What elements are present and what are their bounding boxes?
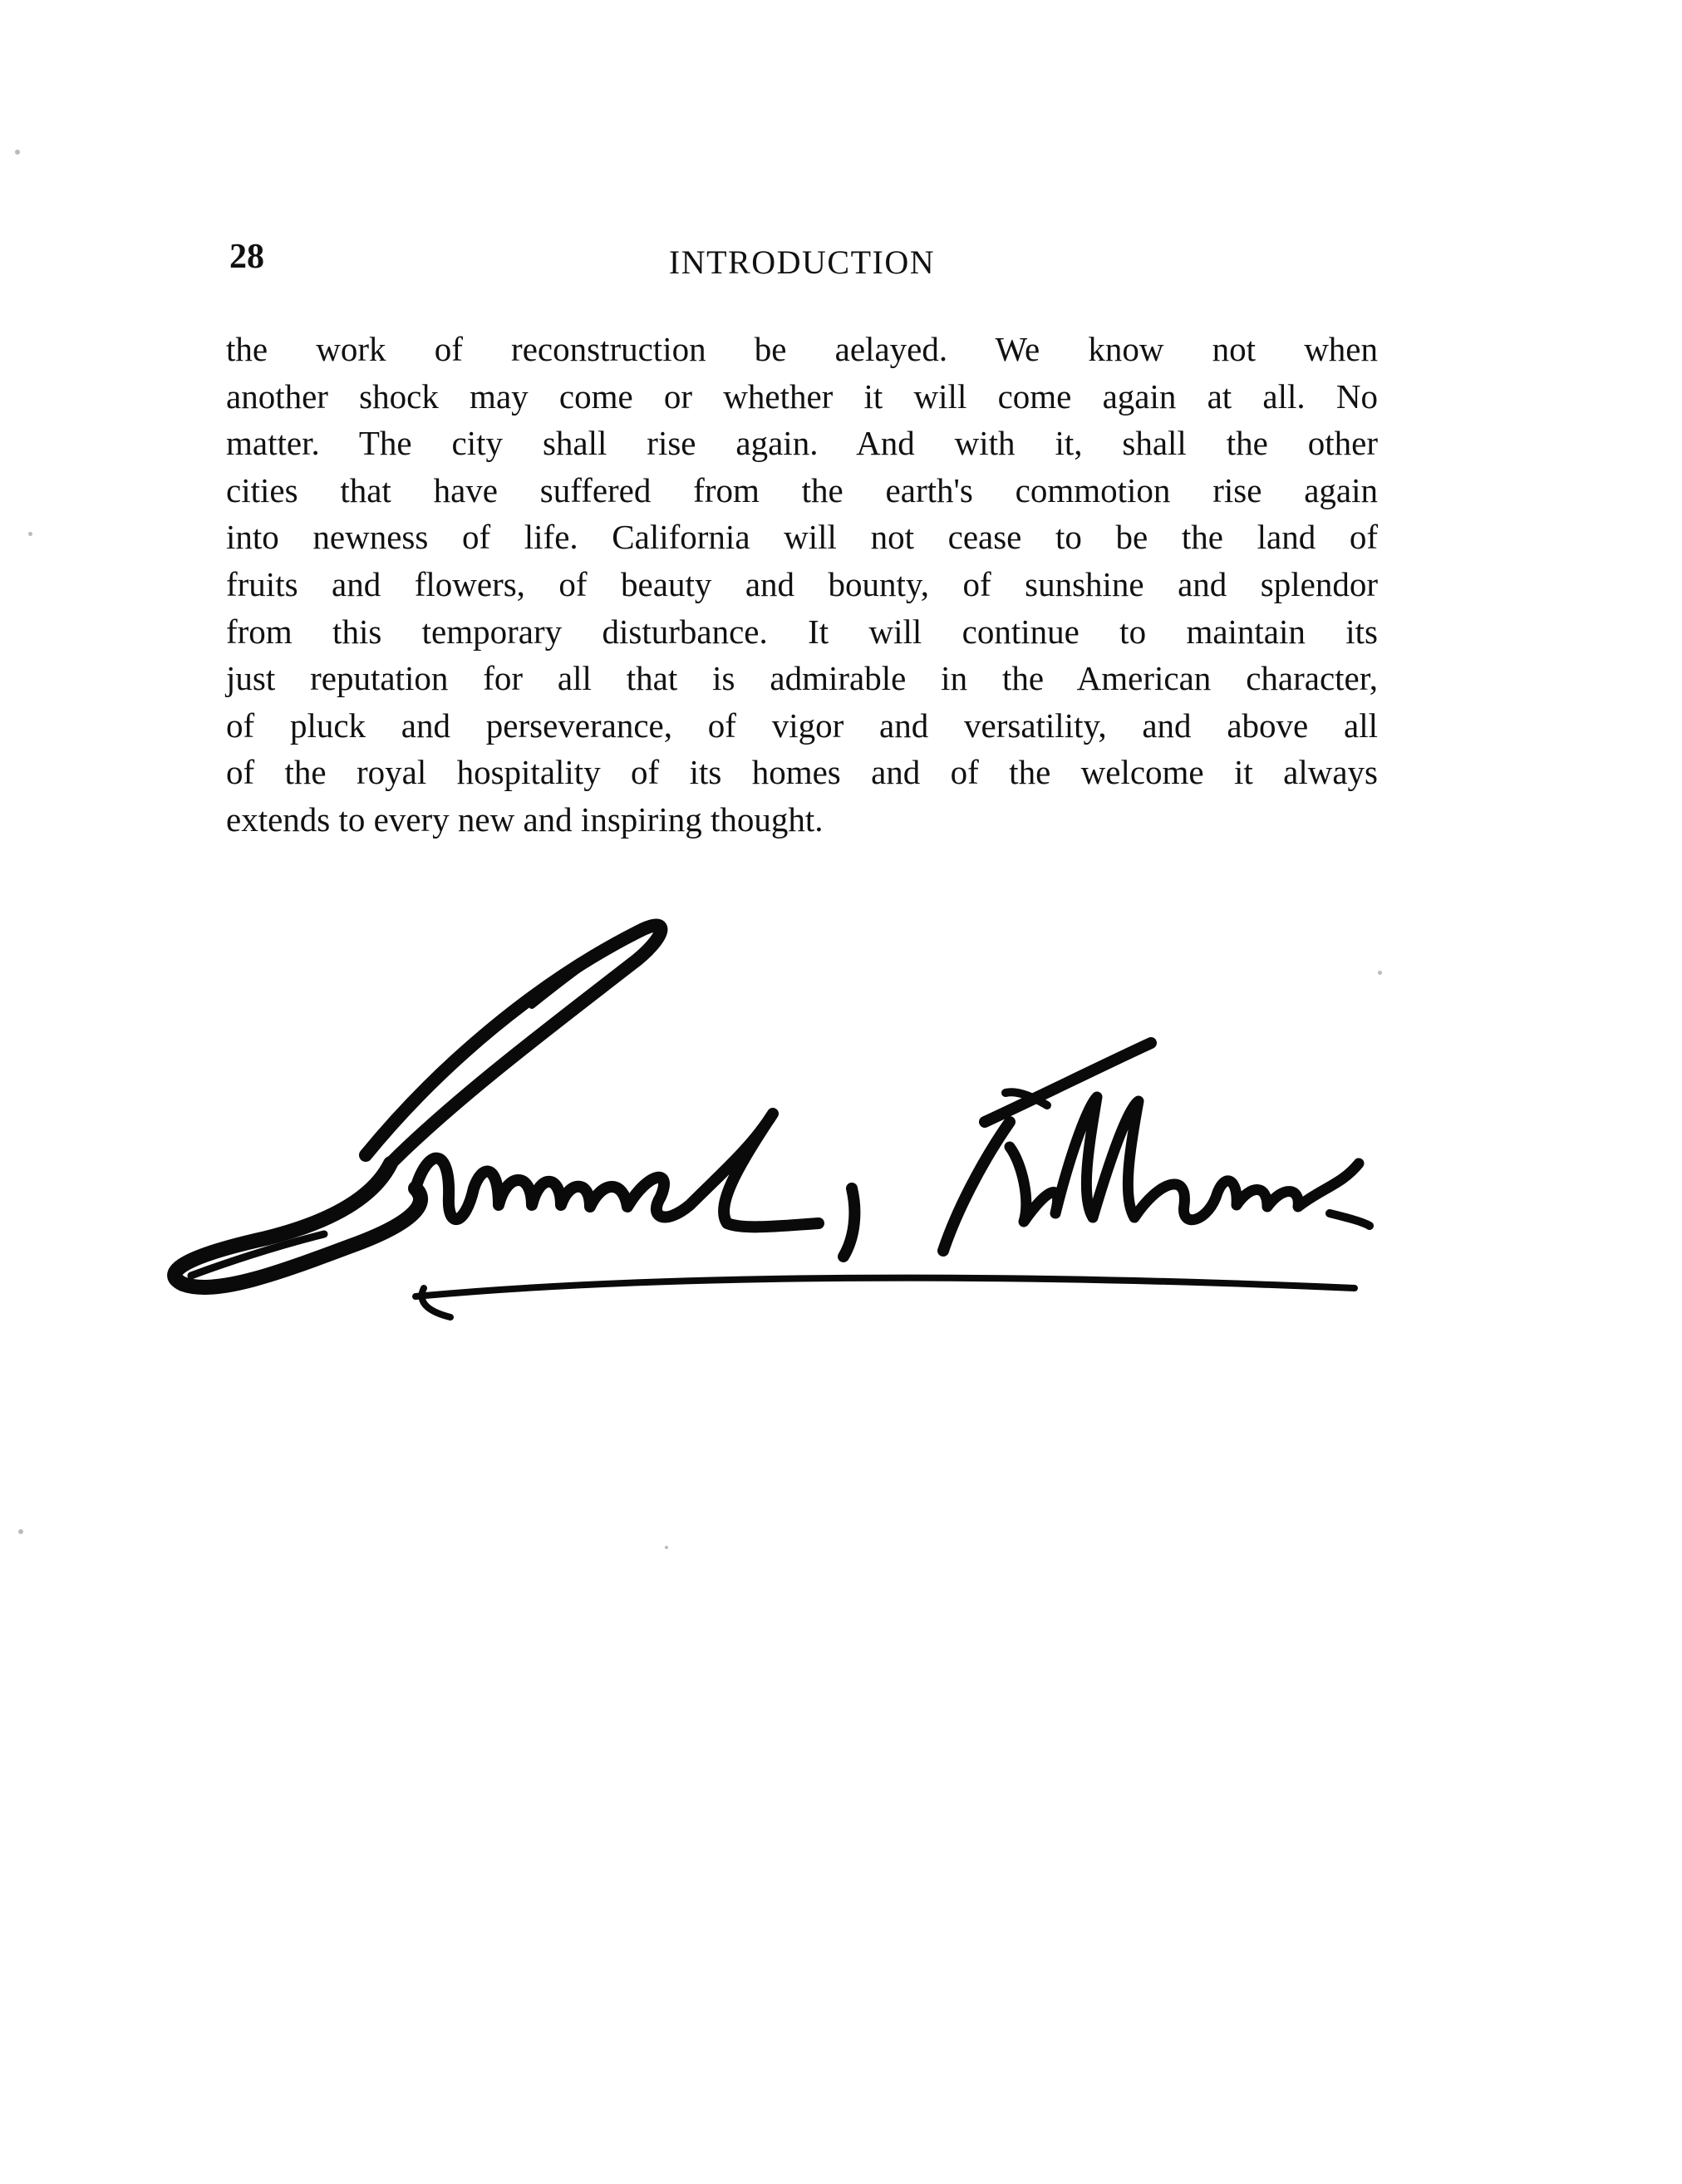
running-head: INTRODUCTION — [668, 243, 936, 281]
paper-speck — [665, 1546, 668, 1549]
text-line: from this temporary disturbance. It will continue to maintain its — [226, 612, 1378, 651]
text-line: another shock may come or whether it will come again at all. No — [226, 376, 1378, 416]
text-line: fruits and flowers, of beauty and bounty, of sunshine and splendor — [226, 564, 1378, 603]
text-line: just reputation for all that is admirable in the American character, — [226, 659, 1378, 698]
text-line: cities that have suffered from the earth's commotion rise again — [226, 470, 1378, 509]
text-line: extends to every new and inspiring thought. — [226, 799, 824, 839]
page-header — [226, 234, 1378, 293]
text-line: of pluck and perseverance, of vigor and versatility, and above all — [226, 706, 1378, 745]
handwritten-signature — [141, 898, 1471, 1330]
text-line: matter. The city shall rise again. And with it, shall the other — [226, 424, 1378, 463]
text-line: into newness of life. California will not cease to be the land of — [226, 518, 1378, 557]
page-number: 28 — [229, 238, 264, 276]
text-line: of the royal hospitality of its homes and of the welcome it always — [226, 753, 1378, 792]
text-line: the work of reconstruction be aelayed. We know not when — [226, 330, 1378, 368]
body-paragraph — [226, 326, 1378, 844]
paper-speck — [28, 532, 32, 536]
paper-speck — [1378, 971, 1382, 975]
paper-speck — [15, 150, 20, 155]
paper-speck — [18, 1529, 23, 1534]
